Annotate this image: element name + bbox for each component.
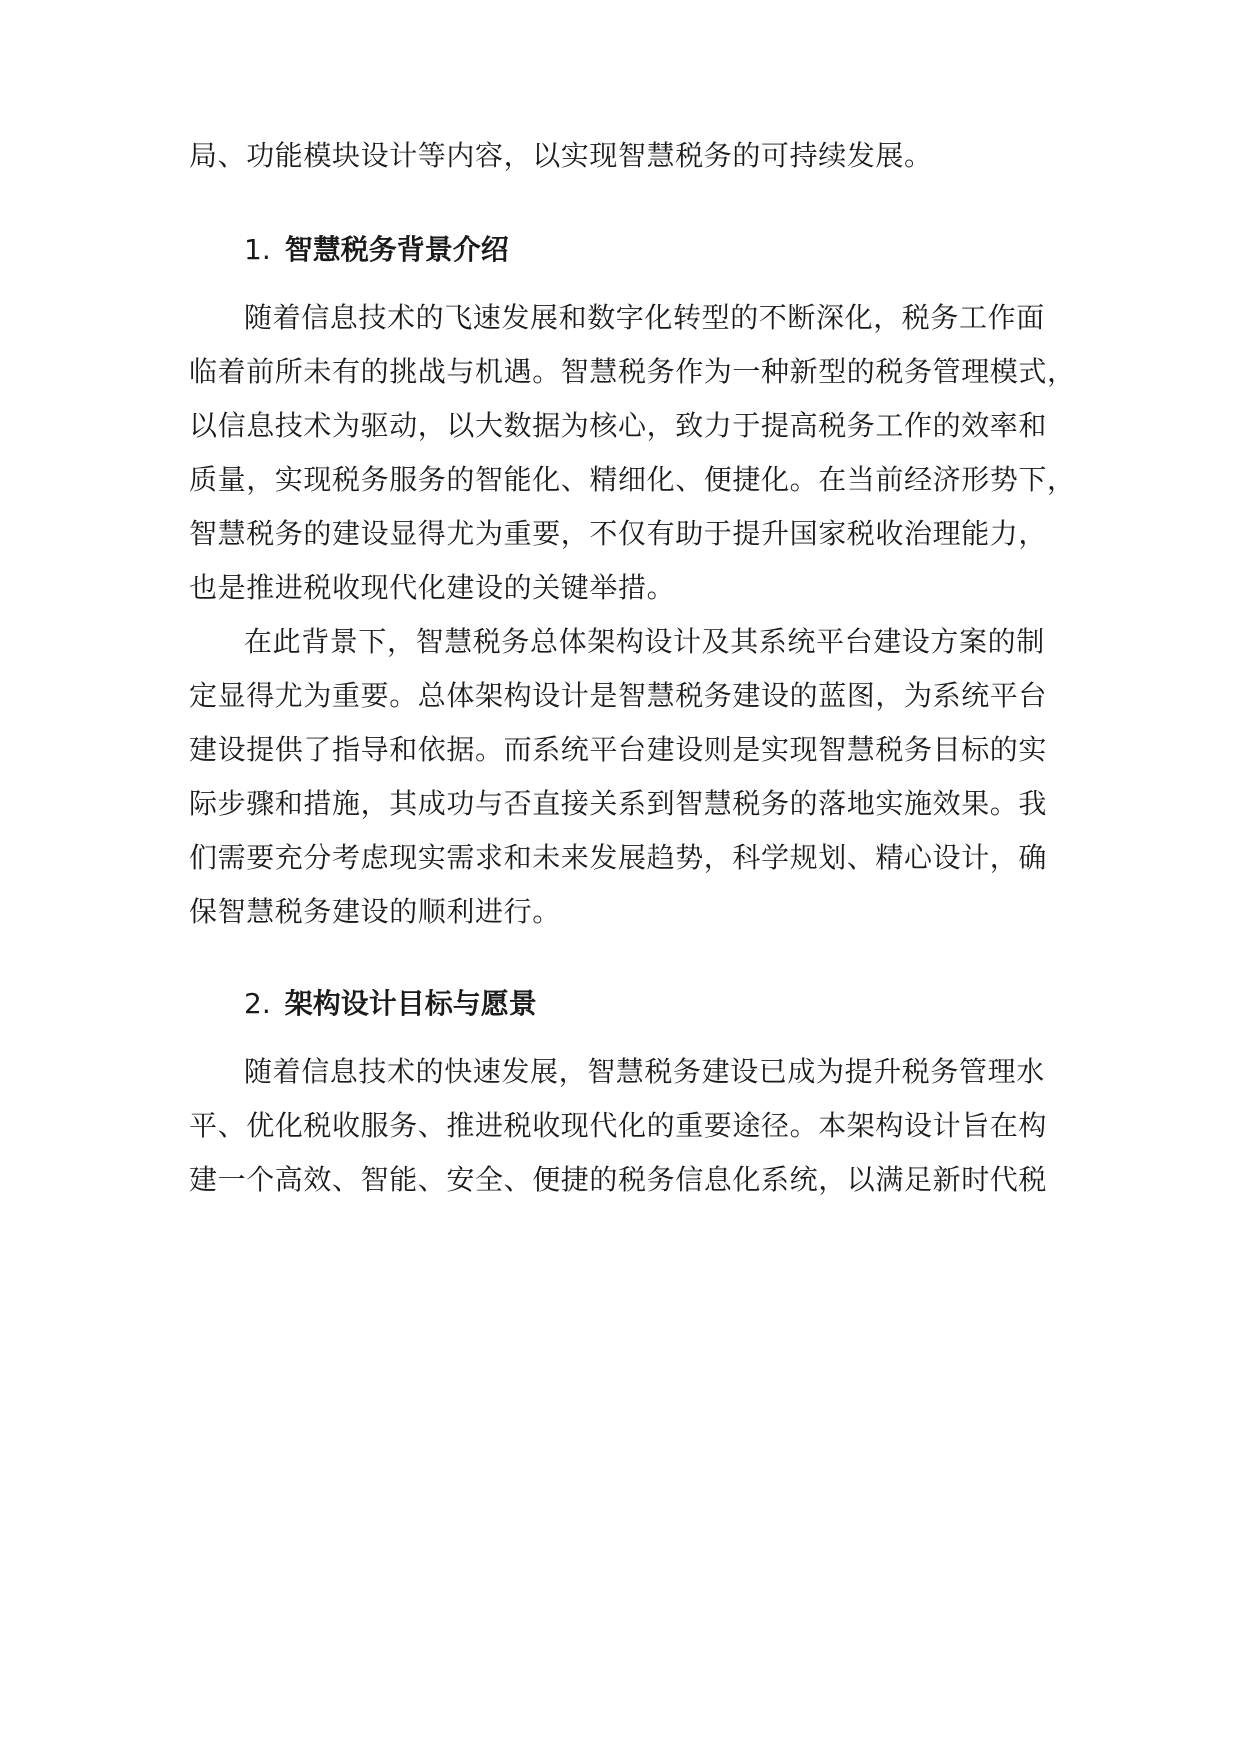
text-line: 保智慧税务建设的顺利进行。 (189, 895, 561, 928)
section-number: 1. (244, 233, 271, 266)
text-line: 建一个高效、智能、安全、便捷的税务信息化系统，以满足新时代税 (189, 1163, 1048, 1196)
section-number: 2. (244, 987, 271, 1020)
section-heading-2 (244, 986, 537, 1022)
text-line: 们需要充分考虑现实需求和未来发展趋势，科学规划、精心设计，确 (189, 841, 1048, 874)
text-line: 在此背景下，智慧税务总体架构设计及其系统平台建设方案的制 (244, 625, 1045, 658)
section-title: 架构设计目标与愿景 (284, 987, 537, 1020)
text-line: 定显得尤为重要。总体架构设计是智慧税务建设的蓝图，为系统平台 (189, 679, 1048, 712)
text-line: 也是推进税收现代化建设的关键举措。 (189, 571, 676, 604)
section-heading-1 (244, 232, 509, 268)
section-title: 智慧税务背景介绍 (284, 233, 509, 266)
text-line: 际步骤和措施，其成功与否直接关系到智慧税务的落地实施效果。我 (189, 787, 1048, 820)
text-line: 局、功能模块设计等内容，以实现智慧税务的可持续发展。 (189, 139, 933, 172)
text-line: 临着前所未有的挑战与机遇。智慧税务作为一种新型的税务管理模式， (189, 355, 1076, 388)
text-line: 智慧税务的建设显得尤为重要，不仅有助于提升国家税收治理能力， (189, 517, 1048, 550)
text-line: 平、优化税收服务、推进税收现代化的重要途径。本架构设计旨在构 (189, 1109, 1048, 1142)
text-line: 随着信息技术的飞速发展和数字化转型的不断深化，税务工作面 (244, 301, 1045, 334)
text-line: 质量，实现税务服务的智能化、精细化、便捷化。在当前经济形势下， (189, 463, 1076, 496)
text-line: 以信息技术为驱动，以大数据为核心，致力于提高税务工作的效率和 (189, 409, 1048, 442)
text-line: 建设提供了指导和依据。而系统平台建设则是实现智慧税务目标的实 (189, 733, 1048, 766)
text-line: 随着信息技术的快速发展，智慧税务建设已成为提升税务管理水 (244, 1055, 1045, 1088)
